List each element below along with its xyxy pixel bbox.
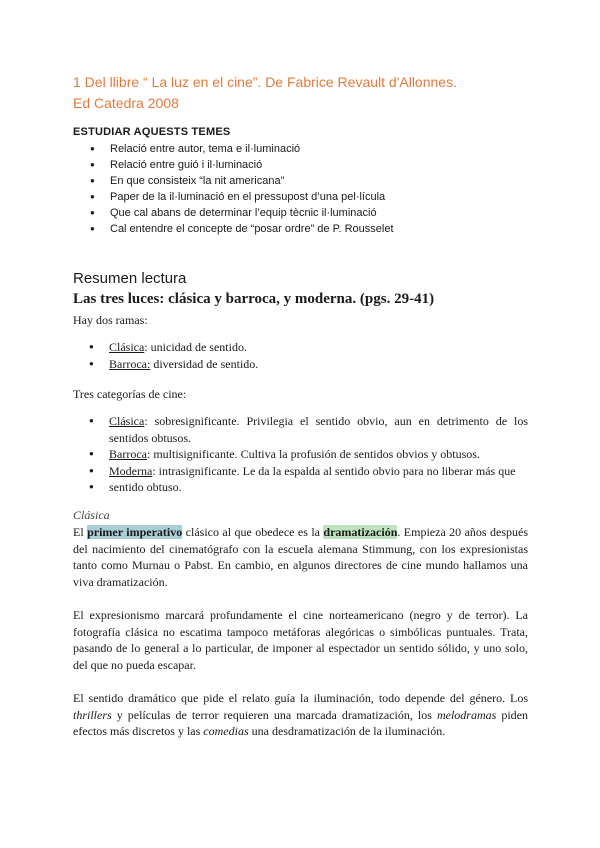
summary-heading: Resumen lectura	[73, 270, 187, 287]
topics-list	[73, 141, 394, 237]
text-run: El	[73, 525, 88, 539]
text-run: y películas de terror requieren una marcada dramatización, los	[111, 707, 437, 722]
list-item: ● Relació entre guió i il·luminació	[73, 157, 394, 173]
definition: sentido obtuso.	[109, 480, 182, 494]
text-run: . Empieza 20 años después del nacimiento del cinematógrafo con la escuela alemana Stimmung, con los expresionistas tanto como Murnau o Pabst. En cambio, en algunos directores de cine mundo hallamos una viva dramatización.	[73, 525, 528, 589]
list-item: ● Cal entendre el concepte de “posar ordre” de P. Rousselet	[73, 221, 394, 237]
term: Clásica	[109, 414, 145, 428]
list-item	[73, 339, 528, 356]
list-item: ● Paper de la il·luminació en el pressupost d’una pel·lícula	[73, 189, 394, 205]
term: Barroca	[109, 447, 147, 461]
definition: diversidad de sentido.	[150, 356, 259, 371]
clasica-label: Clásica	[73, 508, 110, 522]
topics-heading: ESTUDIAR AQUESTS TEMES	[73, 126, 231, 138]
categorias-intro: Tres categorías de cine:	[73, 387, 187, 401]
text-run: piden efectos más discretos y las	[73, 707, 528, 738]
paragraph-dramatizacion	[73, 524, 528, 590]
summary-subtitle: Las tres luces: clásica y barroca, y moderna. (pgs. 29-41)	[73, 291, 435, 307]
italic-thrillers: thrillers	[73, 707, 112, 722]
definition: : sobresignificante. Privilegia el sentido obvio, aun en detrimento de los sentidos obtusos.	[109, 414, 528, 445]
definition: : intrasignificante. Le da la espalda al sentido obvio para no liberar más que	[152, 463, 516, 478]
list-item	[73, 356, 528, 373]
list-item	[73, 413, 528, 446]
paragraph-expresionismo: El expresionismo marcará profundamente el cine norteamericano (negro y de terror). La fotografía clásica no escatima tampoco metáforas alegóricas o simbólicas puntuales. Trata, pasando de lo general a lo particular, de imponer al espectador un sentido sólido, y uno solo, del que no pueda escapar.	[73, 608, 528, 672]
ramas-intro: Hay dos ramas:	[73, 313, 148, 327]
highlight-primer-imperativo: primer imperativo	[87, 525, 183, 539]
categorias-list	[73, 413, 528, 496]
italic-melodramas: melodramas	[436, 707, 497, 722]
definition: : unicidad de sentido.	[144, 340, 247, 354]
document-title	[73, 72, 553, 114]
list-item	[73, 479, 528, 496]
list-item: ● Que cal abans de determinar l’equip tècnic il·luminació	[73, 205, 394, 221]
text-run: El sentido dramático que pide el relato guía la iluminación, todo depende del género. Los	[73, 691, 528, 705]
text-run: una desdramatización de la iluminación.	[248, 724, 446, 738]
paragraph-genero	[73, 690, 528, 740]
term: Barroca:	[109, 356, 151, 371]
list-item: ● En que consisteix “la nit americana”	[73, 173, 394, 189]
title-line-2: Ed Catedra 2008	[73, 95, 179, 111]
list-item	[73, 446, 528, 463]
term: Clásica	[109, 340, 145, 354]
definition: : multisignificante. Cultiva la profusión de sentidos obvios y obtusos.	[146, 447, 480, 461]
title-line-1: 1 Del llibre “ La luz en el cine”. De Fabrice Revault d'Allonnes.	[73, 74, 457, 90]
list-item: ● Relació entre autor, tema e il·luminació	[73, 141, 394, 157]
highlight-dramatizacion: dramatización	[323, 525, 398, 539]
italic-comedias: comedias	[203, 724, 249, 738]
text-run: clásico al que obedece es la	[182, 525, 324, 539]
term: Moderna	[109, 463, 153, 478]
list-item	[73, 463, 528, 480]
ramas-list	[73, 339, 528, 372]
